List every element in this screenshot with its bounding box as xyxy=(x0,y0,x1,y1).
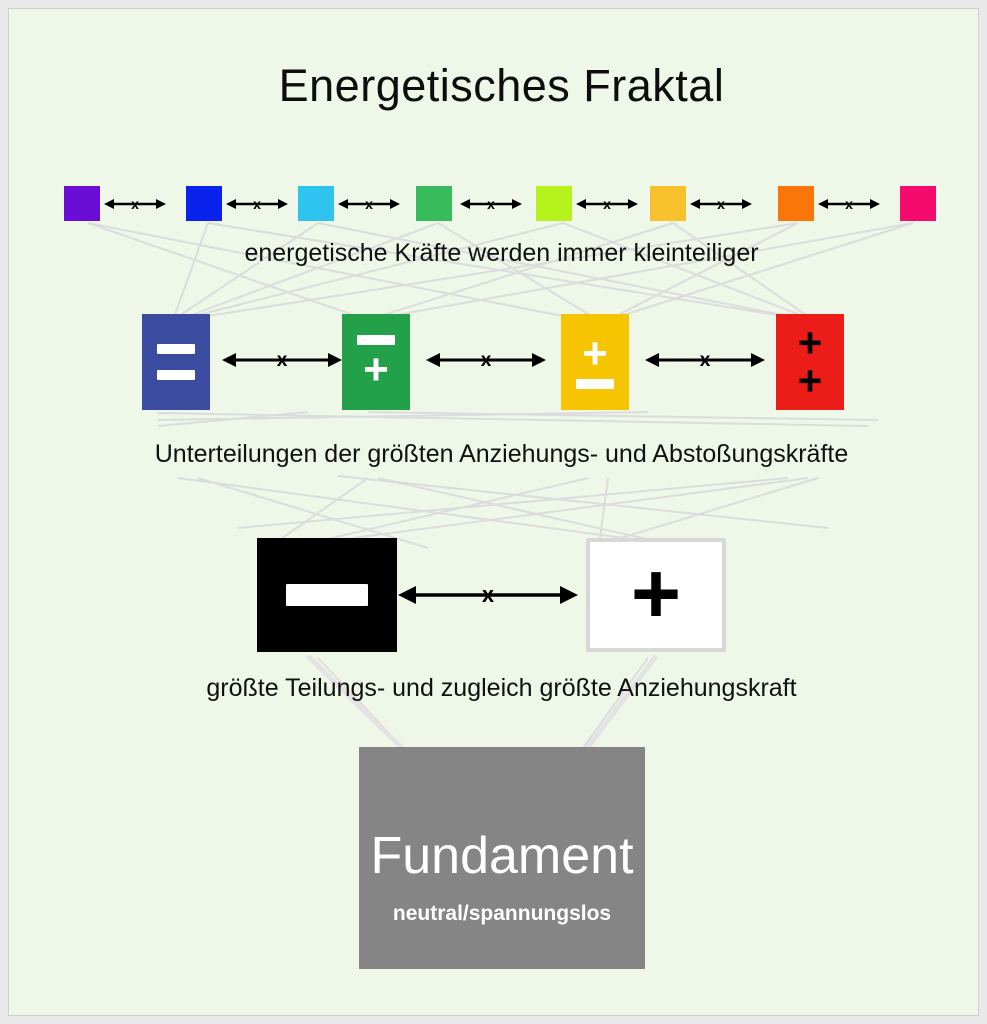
level1-square-violet[interactable] xyxy=(64,186,100,221)
level1-row xyxy=(64,186,944,226)
fundament-sublabel: neutral/spannungslos xyxy=(392,902,612,925)
plus-icon: + xyxy=(797,357,823,404)
level1-connector-7 xyxy=(818,194,880,214)
svg-text:x: x xyxy=(845,196,853,212)
fundament-label: Fundament xyxy=(370,827,634,885)
level1-connector-6 xyxy=(690,194,752,214)
level2-connector-1 xyxy=(222,347,342,373)
level1-square-amber[interactable] xyxy=(650,186,686,221)
svg-text:x: x xyxy=(131,196,139,212)
level1-square-cyan[interactable] xyxy=(298,186,334,221)
level2-card-yellow-plus-minus[interactable] xyxy=(561,314,629,410)
level2-card-red-double-plus[interactable] xyxy=(776,314,844,410)
level2-card-green-minus-plus[interactable] xyxy=(342,314,410,410)
svg-text:x: x xyxy=(717,196,725,212)
level1-square-blue[interactable] xyxy=(186,186,222,221)
level1-connector-1 xyxy=(104,194,166,214)
level1-square-green[interactable] xyxy=(416,186,452,221)
svg-text:x: x xyxy=(480,350,492,371)
level3-card-white-plus[interactable] xyxy=(586,538,726,652)
svg-text:x: x xyxy=(276,350,288,371)
minus-icon xyxy=(357,335,395,345)
level1-square-orange[interactable] xyxy=(778,186,814,221)
level1-connector-2 xyxy=(226,194,288,214)
plus-icon: + xyxy=(797,319,823,367)
level1-connector-4 xyxy=(460,194,522,214)
minus-icon xyxy=(286,584,368,606)
plus-icon: + xyxy=(630,546,682,643)
level2-connector-3 xyxy=(645,347,765,373)
svg-text:x: x xyxy=(253,196,261,212)
svg-text:x: x xyxy=(481,582,495,607)
plus-icon: + xyxy=(363,345,389,395)
svg-text:x: x xyxy=(487,196,495,212)
level1-connector-3 xyxy=(338,194,400,214)
page-title: Energetisches Fraktal xyxy=(278,60,725,111)
level3-row xyxy=(8,538,987,654)
fundament-block[interactable] xyxy=(359,747,645,969)
minus-icon xyxy=(157,344,195,354)
svg-text:x: x xyxy=(603,196,611,212)
minus-icon xyxy=(157,370,195,380)
level2-caption: Unterteilungen der größten Anziehungs- und Abstoßungskräfte xyxy=(154,440,849,468)
svg-text:x: x xyxy=(699,350,711,371)
level3-connector xyxy=(398,580,578,610)
level3-caption: größte Teilungs- und zugleich größte Anziehungskraft xyxy=(206,674,797,702)
level2-connector-2 xyxy=(426,347,546,373)
level1-square-yellow-green[interactable] xyxy=(536,186,572,221)
level2-row xyxy=(8,314,987,414)
level2-card-blue-double-minus[interactable] xyxy=(142,314,210,410)
svg-text:x: x xyxy=(365,196,373,212)
level1-connector-5 xyxy=(576,194,638,214)
plus-icon: + xyxy=(582,329,608,379)
level1-square-magenta[interactable] xyxy=(900,186,936,221)
minus-icon xyxy=(576,379,614,389)
level3-card-black-minus[interactable] xyxy=(257,538,397,652)
level1-caption: energetische Kräfte werden immer kleinteiliger xyxy=(244,239,759,267)
